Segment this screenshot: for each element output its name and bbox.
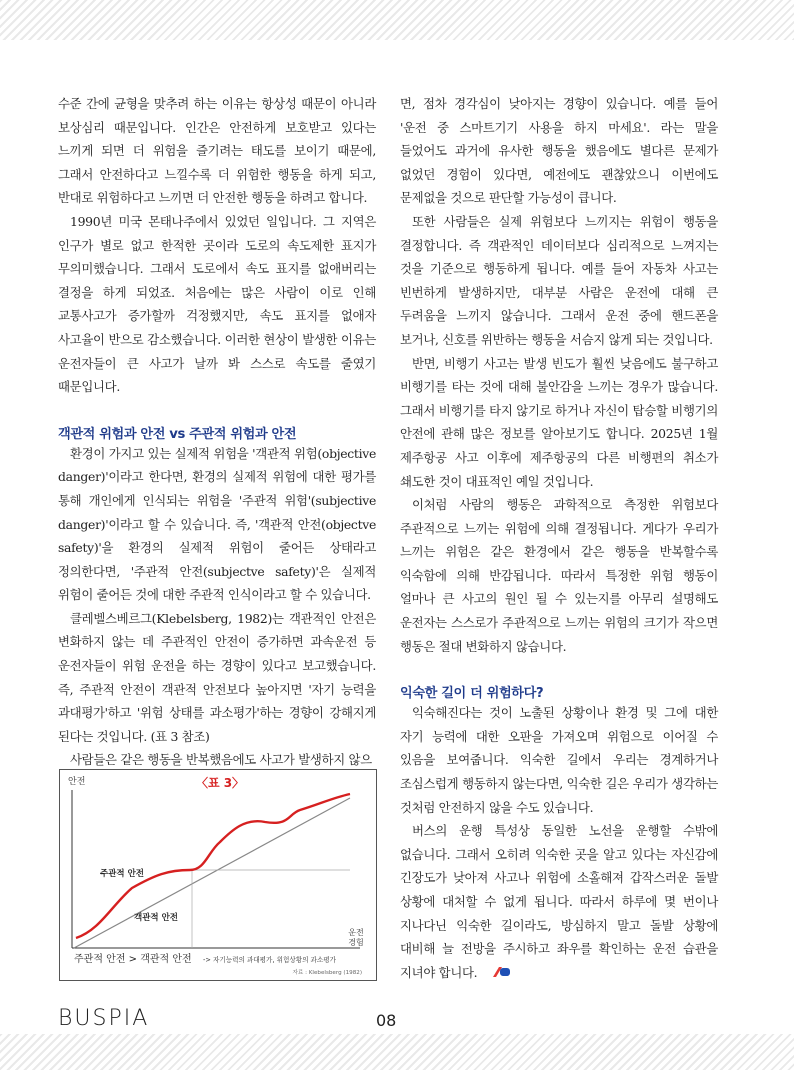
label-objective-safety: 객관적 안전 bbox=[134, 913, 179, 923]
top-hatch-band bbox=[0, 0, 794, 40]
paragraph: 또한 사람들은 실제 위험보다 느끼지는 위험이 행동을 결정합니다. 즉 객관적인 데이터보다 심리적으로 느껴지는 것을 기준으로 행동하게 됩니다. 예를 들어 자동차 사고는 빈번하게 발생하지만, 대부분 사람은 운전에 대해 큰 두려움을 느끼지 않습니다. 그래서 운전 중에 핸드폰을 보거나, 신호를 위반하는 행동을 서슴지 않게 되는 것입니다. bbox=[400, 213, 718, 347]
paragraph: 이처럼 사람의 행동은 과학적으로 측정한 위험보다 주관적으로 느끼는 위험에 의해 결정됩니다. 게다가 우리가 느끼는 위험은 같은 환경에서 같은 행동을 반복할수록 익숙함에 의해 반감됩니다. 따라서 특정한 위험 행동이 얼마나 큰 사고의 원인 될 수 있는지를 아무리 설명해도 운전자는 스스로가 주관적으로 느끼는 위험의 크기가 작으면 행동은 절대 변화하지 않습니다. bbox=[400, 497, 718, 654]
paragraph: 환경이 가지고 있는 실제적 위험을 '객관적 위험(objective danger)'이라고 한다면, 환경의 실제적 위험에 대한 평가를 통해 개인에게 인식되는 위험을 '주관적 위험'(subjective danger)'이라고 할 수 있습니다. 즉, '객관적 안전(objectve safety)'을 환경의 실제적 위험이 줄어든 상태라고 정의한다면, '주관적 안전(subjectve safety)'은 실제적 위험이 줄어든 것에 대한 주관적 인식이라고 할 수 있습니다. bbox=[58, 445, 376, 603]
right-column bbox=[400, 92, 718, 985]
bottom-hatch-band bbox=[0, 1034, 794, 1070]
label-subjective-safety: 주관적 안전 bbox=[100, 869, 145, 879]
page-number: 08 bbox=[376, 1011, 397, 1030]
paragraph: 사람들은 같은 행동을 반복했음에도 사고가 발생하지 않으 bbox=[70, 752, 372, 768]
end-mark-icon bbox=[481, 961, 511, 985]
x-axis-label-line2: 경험 bbox=[348, 938, 364, 947]
figure-table-3 bbox=[59, 769, 377, 981]
y-axis-label: 안전 bbox=[68, 777, 86, 787]
paragraph: 반면, 비행기 사고는 발생 빈도가 훨씬 낮음에도 불구하고 비행기를 타는 것에 대해 불안감을 느끼는 경우가 많습니다. 그래서 비행기를 타지 않기로 하거나 자신이 탑승할 비행기의 안전에 관해 많은 정보를 알아보기도 합니다. 2025년 1월 제주항공 사고 이후에 제주항공의 다른 비행편의 취소가 쇄도한 것이 대표적인 예일 것입니다. bbox=[400, 355, 718, 489]
figure-caption-main: 주관적 안전 > 객관적 안전 bbox=[74, 954, 192, 965]
subjective-safety-curve bbox=[76, 794, 350, 938]
section-heading: 익숙한 길이 더 위험하다? bbox=[400, 686, 544, 702]
section-heading: 객관적 위험과 안전 vs 주관적 위험과 안전 bbox=[58, 426, 297, 442]
figure-source: 자료 : Klebelsberg (1982) bbox=[292, 970, 362, 976]
left-column bbox=[58, 92, 376, 772]
paragraph: 면, 점차 경각심이 낮아지는 경향이 있습니다. 예를 들어 '운전 중 스마트기기 사용을 하지 마세요'. 라는 말을 들었어도 과거에 유사한 행동을 했음에도 별다른 문제가 없었던 경험이 있다면, 예전에도 괜찮았으니 이번에도 문제없을 것으로 판단할 가능성이 큽니다. bbox=[400, 96, 718, 206]
paragraph: 익숙해진다는 것이 노출된 상황이나 환경 및 그에 대한 자기 능력에 대한 오판을 가져오며 위험으로 이어질 수 있음을 보여줍니다. 익숙한 길에서 우리는 경계하거나 조심스럽게 행동하지 않는다면, 익숙한 길은 우리가 생각하는 것처럼 안전하지 않을 수도 있습니다. bbox=[400, 705, 718, 815]
paragraph bbox=[400, 819, 718, 985]
paragraph: 1990년 미국 몬태나주에서 있었던 일입니다. 그 지역은 인구가 별로 없고 한적한 곳이라 도로의 속도제한 표지가 무의미했습니다. 그래서 도로에서 속도 표지를 없애버리는 결정을 하게 되었죠. 처음에는 많은 사람이 이로 인해 교통사고가 증가할까 걱정했지만, 속도 표지를 없애자 사고율이 반으로 감소했습니다. 이러한 현상이 발생한 이유는 운전자들이 큰 사고가 날까 봐 스스로 속도를 줄였기 때문입니다. bbox=[58, 213, 376, 395]
paragraph-text: 버스의 운행 특성상 동일한 노선을 운행할 수밖에 없습니다. 그래서 오히려 익숙한 곳을 알고 있다는 자신감에 긴장도가 낮아져 사고나 위험에 소홀해져 갑작스러운 돌발 상황에 대처할 수 없게 됩니다. 따라서 하루에 몇 번이나 지나다닌 익숙한 길이라도, 방심하지 말고 돌발 상황에 대비해 늘 전방을 주시하고 좌우를 확인하는 운전 습관을 지녀야 합니다. bbox=[400, 823, 718, 980]
paragraph: 수준 간에 균형을 맞추려 하는 이유는 항상성 때문이 아니라 보상심리 때문입니다. 인간은 안전하게 보호받고 있다는 느끼게 되면 더 위험을 즐기려는 태도를 보이기 때문에, 그래서 안전하다고 느낄수록 더 위험한 행동을 하게 되고, 반대로 위험하다고 느끼면 더 안전한 행동을 하려고 합니다. bbox=[58, 96, 376, 206]
figure-caption-sub: -> 자기능력의 과대평가, 위험상황의 과소평가 bbox=[203, 956, 337, 964]
figure-title: 〈표 3〉 bbox=[195, 776, 245, 790]
x-axis-label-line1: 운전 bbox=[348, 928, 364, 937]
paragraph: 클레벨스베르그(Klebelsberg, 1982)는 객관적인 안전은 변화하지 않는 데 주관적인 안전이 증가하면 과속운전 등 운전자들이 위험 운전을 하는 경향이 있다고 보고했습니다. 즉, 주관적 안전이 객관적 안전보다 높아지면 '자기 능력을 과대평가'하고 '위험 상태를 과소평가'하는 경향이 강해지게 된다는 것입니다. (표 3 참조) bbox=[58, 610, 376, 744]
brand-logo: BUSPIA bbox=[58, 1006, 150, 1031]
